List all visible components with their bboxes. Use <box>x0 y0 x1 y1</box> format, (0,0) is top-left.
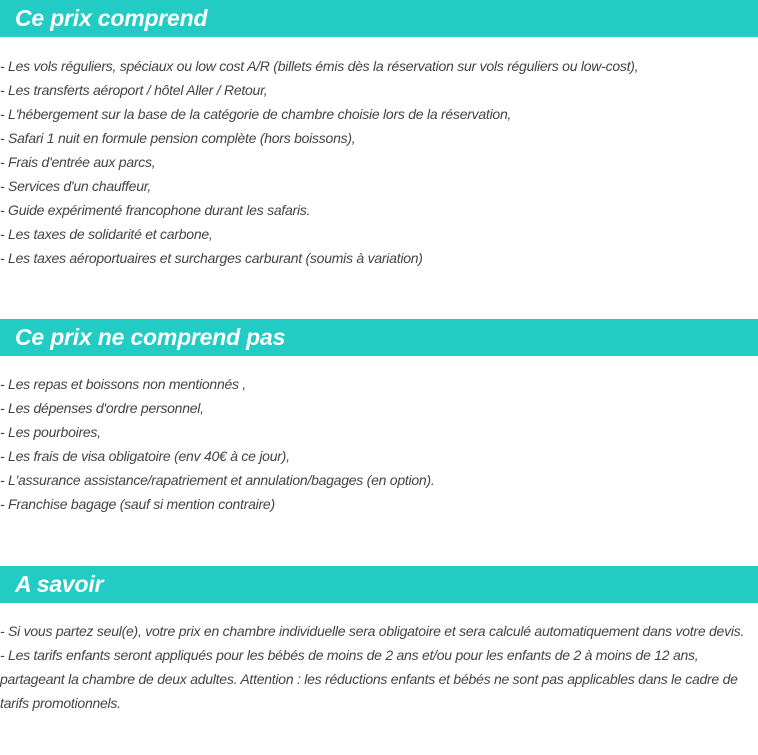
section-header-price-excludes <box>0 319 758 356</box>
list-item: - Guide expérimenté francophone durant les safaris. <box>0 202 311 218</box>
list-item: - Les pourboires, <box>0 424 101 440</box>
list-item: - Les taxes aéroportuaires et surcharges carburant (soumis à variation) <box>0 250 423 266</box>
list-item: - Frais d'entrée aux parcs, <box>0 154 156 170</box>
list-item: - Safari 1 nuit en formule pension complète (hors boissons), <box>0 130 356 146</box>
list-item: - Services d'un chauffeur, <box>0 178 152 194</box>
list-item: - Franchise bagage (sauf si mention contraire) <box>0 496 275 512</box>
good-to-know-list <box>0 619 758 715</box>
price-includes-list <box>0 54 758 270</box>
section-header-good-to-know <box>0 566 758 603</box>
list-item: - Les tarifs enfants seront appliqués pour les bébés de moins de 2 ans et/ou pour les enfants de 2 à moins de 12 ans, partageant la chambre de deux adultes. Attention : les réductions enfants et bébés ne sont pas applicables dans le cadre de tarifs promotionnels. <box>0 647 738 711</box>
price-excludes-list <box>0 372 758 516</box>
list-item: - Les dépenses d'ordre personnel, <box>0 400 204 416</box>
list-item: - L'assurance assistance/rapatriement et annulation/bagages (en option). <box>0 472 435 488</box>
list-item: - Les taxes de solidarité et carbone, <box>0 226 213 242</box>
section-title: Ce prix ne comprend pas <box>15 324 286 350</box>
list-item: - L'hébergement sur la base de la catégorie de chambre choisie lors de la réservation, <box>0 106 512 122</box>
list-item: - Les transferts aéroport / hôtel Aller / Retour, <box>0 82 268 98</box>
section-title: A savoir <box>15 571 104 597</box>
list-item: - Les repas et boissons non mentionnés , <box>0 376 247 392</box>
section-title: Ce prix comprend <box>15 5 208 31</box>
list-item: - Les vols réguliers, spéciaux ou low cost A/R (billets émis dès la réservation sur vols réguliers ou low-cost), <box>0 58 639 74</box>
section-header-price-includes <box>0 0 758 37</box>
list-item: - Les frais de visa obligatoire (env 40€ à ce jour), <box>0 448 290 464</box>
list-item: - Si vous partez seul(e), votre prix en chambre individuelle sera obligatoire et sera calculé automatiquement dans votre devis. <box>0 623 745 639</box>
